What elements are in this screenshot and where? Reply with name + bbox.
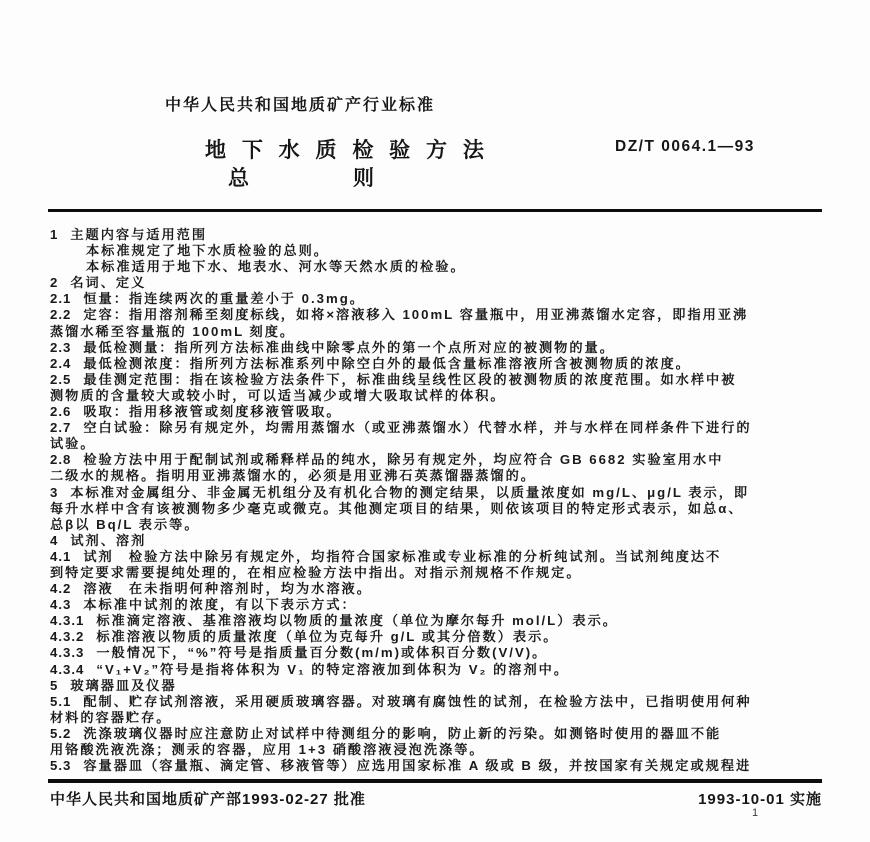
clause-5.1 — [50, 694, 840, 710]
clause-continuation-line — [50, 388, 840, 404]
footer-divider-rule — [48, 779, 822, 783]
clause-text: 试剂 检验方法中除另有规定外，均指符合国家标准或专业标准的分析纯试剂。当试剂纯度达不 — [83, 548, 722, 564]
clause-number: 5.3 — [50, 758, 72, 774]
clause-number: 2 — [50, 275, 59, 291]
clause-text: 空白试验：除另有规定外，均需用蒸馏水（或亚沸蒸馏水）代替水样，并与水样在同样条件下进行的 — [83, 420, 752, 436]
clause-continuation-line — [50, 259, 840, 275]
clause-text: 名词、定义 — [70, 275, 147, 291]
approval-statement: 中华人民共和国地质矿产部1993-02-27 批准 — [50, 791, 366, 808]
standard-category-heading: 中华人民共和国地质矿产行业标准 — [165, 97, 436, 114]
clause-4.3 — [50, 597, 840, 613]
clause-text: 玻璃器皿及仪器 — [70, 677, 177, 693]
clause-text: 本标准中试剂的浓度，有以下表示方式： — [83, 597, 357, 613]
clause-number: 5 — [50, 677, 59, 693]
clause-5 — [50, 678, 840, 694]
clause-2.3 — [50, 340, 840, 356]
clause-number: 2.1 — [50, 291, 72, 307]
clause-text: 二级水的规格。指明用亚沸蒸馏水的，必须是用亚沸石英蒸馏器蒸馏的。 — [50, 468, 536, 484]
clause-continuation-line — [50, 565, 840, 581]
clause-number: 5.1 — [50, 693, 72, 709]
page-number: 1 — [752, 807, 759, 819]
clause-text: 最佳测定范围：指在该检验方法条件下，标准曲线呈线性区段的被测物质的浓度范围。如水样中被 — [83, 371, 737, 387]
clause-4.3.4 — [50, 662, 840, 678]
clause-text: 标准滴定溶液、基准溶液均以物质的量浓度（单位为摩尔每升 mol/L）表示。 — [96, 613, 618, 629]
clause-text: 最低检测浓度：指所列方法标准系列中除空白外的最低含量标准溶液所含被测物质的浓度。 — [83, 355, 691, 371]
document-body-text — [50, 227, 840, 774]
header-divider-rule — [48, 209, 822, 212]
clause-4.3.3 — [50, 645, 840, 661]
clause-text: 检验方法中用于配制试剂或稀释样品的纯水，除另有规定外，均应符合 GB 6682 实验室用水中 — [83, 452, 724, 468]
clause-number: 2.7 — [50, 420, 72, 436]
clause-text: 吸取：指用移液管或刻度移液管吸取。 — [83, 404, 342, 420]
clause-5.3 — [50, 758, 840, 774]
clause-continuation-line — [50, 324, 840, 340]
clause-4 — [50, 533, 840, 549]
clause-text: 一般情况下，“%”符号是指质量百分数(m/m)或体积百分数(V/V)。 — [96, 645, 548, 661]
clause-2.1 — [50, 291, 840, 307]
clause-number: 4 — [50, 532, 59, 548]
clause-number: 2.2 — [50, 307, 72, 323]
clause-2.4 — [50, 356, 840, 372]
clause-text: 本标准对金属组分、非金属无机组分及有机化合物的测定结果，以质量浓度如 mg/L、μg/L 表示，即 — [70, 484, 750, 500]
clause-number: 4.3.3 — [50, 645, 85, 661]
clause-text: 本标准适用于地下水、地表水、河水等天然水质的检验。 — [86, 259, 466, 275]
clause-text: 蒸馏水稀至容量瓶的 100mL 刻度。 — [50, 323, 296, 339]
clause-number: 4.3.4 — [50, 661, 85, 677]
clause-2.8 — [50, 452, 840, 468]
clause-2 — [50, 275, 840, 291]
clause-continuation-line — [50, 710, 840, 726]
subtitle-right: 则 — [353, 167, 374, 190]
clause-continuation-line — [50, 742, 840, 758]
clause-text: 主题内容与适用范围 — [70, 227, 208, 242]
clause-number: 4.3.2 — [50, 629, 85, 645]
clause-text: 恒量：指连续两次的重量差小于 0.3mg。 — [83, 291, 365, 307]
effective-date: 1993-10-01 实施 — [698, 791, 822, 808]
clause-continuation-line — [50, 436, 840, 452]
clause-text: 溶液 在未指明何种溶剂时，均为水溶液。 — [83, 581, 372, 597]
clause-number: 2.6 — [50, 404, 72, 420]
clause-5.2 — [50, 726, 840, 742]
document-title: 地 下 水 质 检 验 方 法 — [205, 139, 489, 162]
clause-number: 4.1 — [50, 548, 72, 564]
clause-text: 容量器皿（容量瓶、滴定管、移液管等）应选用国家标准 A 级或 B 级，并按国家有关规定或规程进 — [83, 758, 752, 774]
clause-text: 最低检测量：指所列方法标准曲线中除零点外的第一个点所对应的被测物的量。 — [83, 339, 615, 355]
clause-continuation-line — [50, 501, 840, 517]
clause-text: 测物质的含量较大或较小时，可以适当减少或增大吸取试样的体积。 — [50, 387, 506, 403]
clause-text: 材料的容器贮存。 — [50, 709, 172, 725]
clause-continuation-line — [50, 517, 840, 533]
clause-4.3.2 — [50, 629, 840, 645]
clause-text: 试剂、溶剂 — [70, 532, 147, 548]
clause-number: 4.3.1 — [50, 613, 85, 629]
clause-text: 到特定要求需要提纯处理的，在相应检验方法中指出。对指示剂规格不作规定。 — [50, 564, 582, 580]
footer-row — [50, 788, 822, 809]
subtitle-left: 总 — [228, 167, 249, 190]
clause-2.5 — [50, 372, 840, 388]
clause-number: 2.4 — [50, 355, 72, 371]
clause-text: 洗涤玻璃仪器时应注意防止对试样中待测组分的影响，防止新的污染。如测铬时使用的器皿不能 — [83, 725, 722, 741]
clause-text: “V₁+V₂”符号是指将体积为 V₁ 的特定溶液加到体积为 V₂ 的溶剂中。 — [96, 661, 570, 677]
document-subtitle — [228, 162, 374, 192]
clause-text: 用铬酸洗液洗涤；测汞的容器，应用 1+3 硝酸溶液浸泡洗涤等。 — [50, 742, 485, 757]
clause-number: 2.5 — [50, 371, 72, 387]
clause-continuation-line — [50, 468, 840, 484]
clause-text: 每升水样中含有该被测物多少毫克或微克。其他测定项目的结果，则依该项目的特定形式表示，如总α、 — [50, 500, 744, 516]
clause-number: 1 — [50, 227, 59, 242]
clause-1 — [50, 227, 840, 243]
clause-number: 5.2 — [50, 725, 72, 741]
clause-4.1 — [50, 549, 840, 565]
clause-number: 4.2 — [50, 581, 72, 597]
clause-text: 定容：指用溶剂稀至刻度标线，如将×溶液移入 100mL 容量瓶中，用亚沸蒸馏水定容，即指用亚沸 — [83, 307, 749, 323]
clause-number: 2.8 — [50, 452, 72, 468]
clause-text: 总β以 Bq/L 表示等。 — [50, 516, 200, 532]
clause-text: 配制、贮存试剂溶液，采用硬质玻璃容器。对玻璃有腐蚀性的试剂，在检验方法中，已指明使用何种 — [83, 693, 752, 709]
clause-number: 2.3 — [50, 339, 72, 355]
clause-3 — [50, 485, 840, 501]
standard-code: DZ/T 0064.1—93 — [615, 138, 755, 155]
clause-continuation-line — [50, 243, 840, 259]
clause-4.3.1 — [50, 613, 840, 629]
clause-text: 标准溶液以物质的质量浓度（单位为克每升 g/L 或其分倍数）表示。 — [96, 629, 559, 645]
clause-4.2 — [50, 581, 840, 597]
clause-number: 4.3 — [50, 597, 72, 613]
clause-2.7 — [50, 420, 840, 436]
clause-2.6 — [50, 404, 840, 420]
clause-text: 本标准规定了地下水质检验的总则。 — [86, 243, 329, 259]
clause-number: 3 — [50, 484, 59, 500]
clause-text: 试验。 — [50, 436, 96, 452]
clause-2.2 — [50, 307, 840, 323]
